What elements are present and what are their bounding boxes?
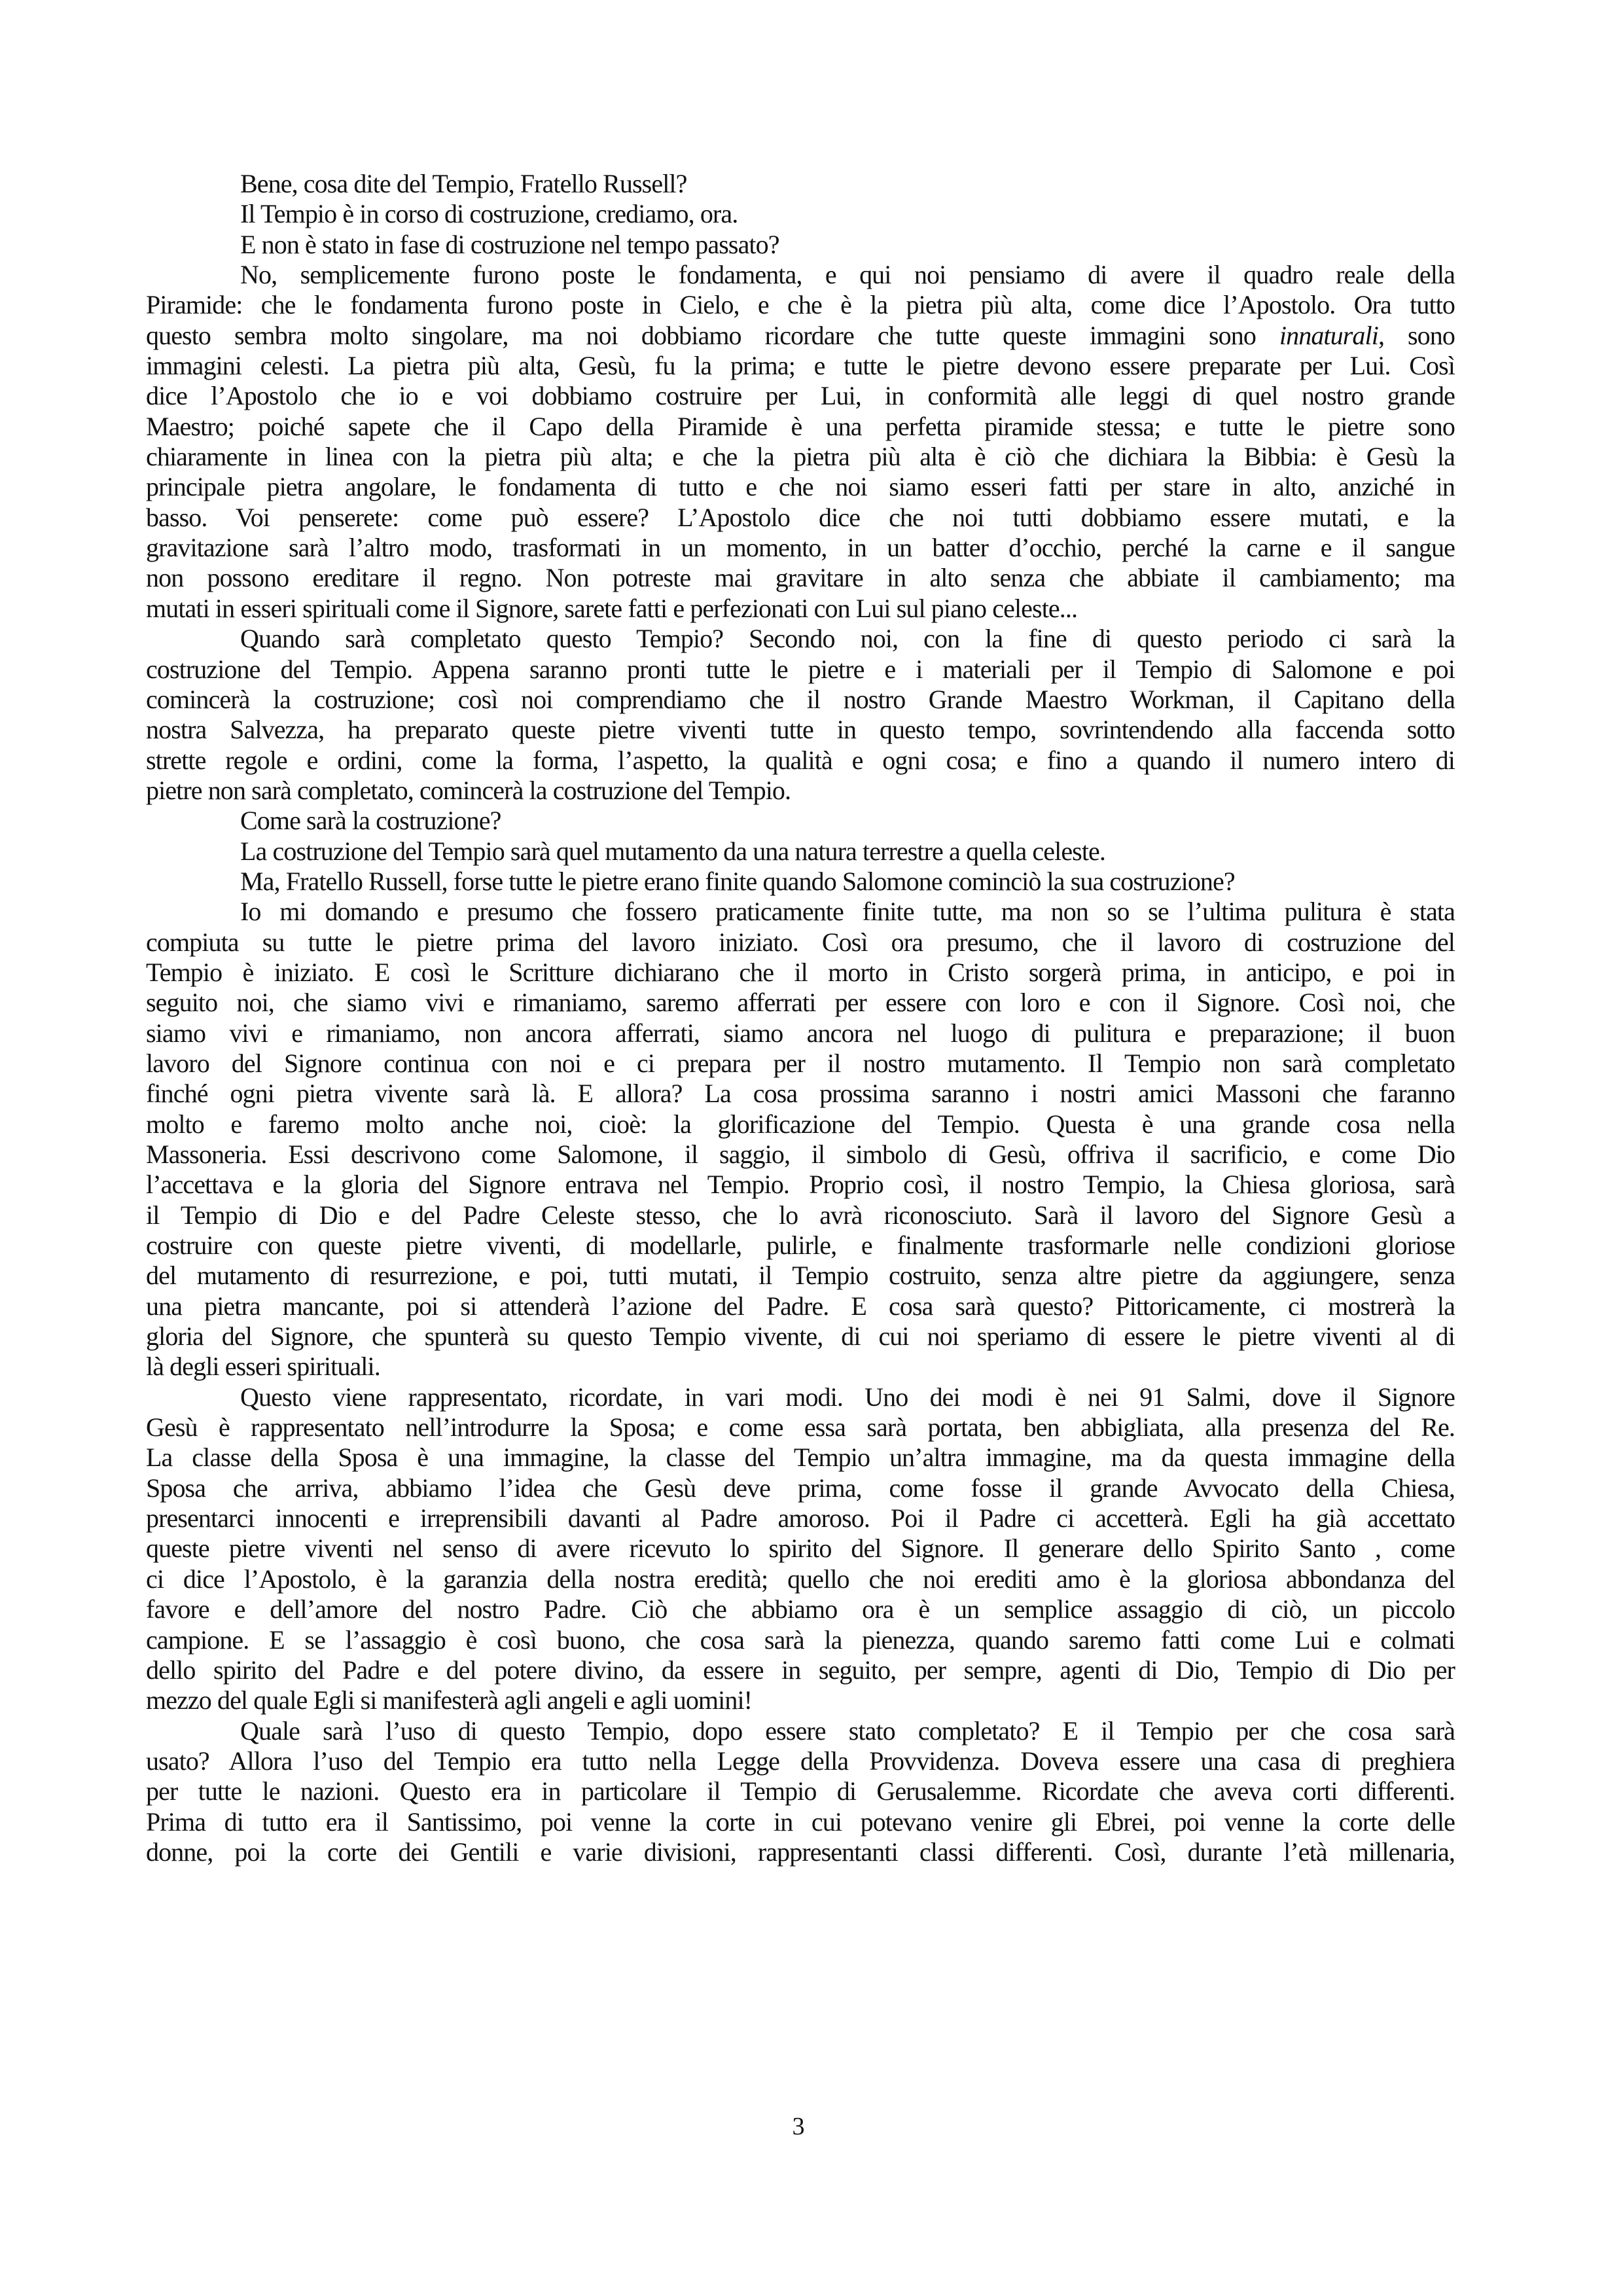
body-text	[146, 169, 1455, 1867]
text-line	[146, 594, 1455, 624]
text-line	[146, 351, 1455, 381]
text-line	[146, 1716, 1455, 1746]
text-run: questo sembra molto singolare, ma noi dobbiamo ricordare che tutte queste immagini sono	[146, 320, 1279, 350]
text-run: mezzo del quale Egli si manifesterà agli angeli e agli uomini!	[146, 1685, 753, 1715]
text-run: campione. E se l’assaggio è così buono, che cosa sarà la pienezza, quando saremo fatti come Lui e colmati	[146, 1624, 1455, 1655]
text-line	[146, 1837, 1455, 1867]
text-line	[146, 1109, 1455, 1139]
text-line	[146, 776, 1455, 806]
text-run: nostra Salvezza, ha preparato queste pietre viventi tutte in questo tempo, sovrintendendo alla faccenda sotto	[146, 715, 1455, 745]
text-run: pietre non sarà completato, comincerà la costruzione del Tempio.	[146, 775, 791, 805]
text-run: una pietra mancante, poi si attenderà l’azione del Padre. E cosa sarà questo? Pittoricamente, ci mostrerà la	[146, 1291, 1455, 1321]
paragraph	[146, 260, 1455, 624]
text-line	[146, 199, 1455, 229]
page-number: 3	[792, 2113, 805, 2140]
text-line	[146, 1200, 1455, 1230]
text-run: Quale sarà l’uso di questo Tempio, dopo essere stato completato? E il Tempio per che cosa sarà	[240, 1715, 1455, 1746]
text-run: Sposa che arriva, abbiamo l’idea che Gesù deve prima, come fosse il grande Avvocato della Chiesa,	[146, 1473, 1455, 1503]
text-line	[146, 290, 1455, 320]
text-run: queste pietre viventi nel senso di avere ricevuto lo spirito del Signore. Il generare dello Spirito Santo , come	[146, 1534, 1455, 1564]
text-run: mutati in esseri spirituali come il Signore, sarete fatti e perfezionati con Lui sul piano celeste...	[146, 593, 1078, 623]
text-line	[146, 260, 1455, 290]
text-line	[146, 1685, 1455, 1715]
paragraph	[146, 897, 1455, 1382]
text-run: compiuta su tutte le pietre prima del lavoro iniziato. Così ora presumo, che il lavoro di costruzione del	[146, 927, 1455, 957]
text-run: molto e faremo molto anche noi, cioè: la glorificazione del Tempio. Questa è una grande cosa nella	[146, 1109, 1455, 1139]
text-run: non possono ereditare il regno. Non potreste mai gravitare in alto senza che abbiate il cambiamento; ma	[146, 563, 1455, 593]
text-line	[146, 927, 1455, 958]
text-run: immagini celesti. La pietra più alta, Gesù, fu la prima; e tutte le pietre devono essere preparate per Lui. Così	[146, 351, 1455, 381]
text-run: principale pietra angolare, le fondamenta di tutto e che noi siamo esseri fatti per stare in alto, anziché in	[146, 472, 1455, 502]
text-line	[146, 1079, 1455, 1109]
text-run: là degli esseri spirituali.	[146, 1352, 380, 1382]
text-line	[146, 1321, 1455, 1352]
text-run: No, semplicemente furono poste le fondamenta, e qui noi pensiamo di avere il quadro reale della	[240, 260, 1455, 290]
text-run: gravitazione sarà l’altro modo, trasformati in un momento, in un batter d’occhio, perché la carne e il sangue	[146, 533, 1455, 563]
text-line	[146, 988, 1455, 1018]
text-line	[146, 1503, 1455, 1534]
text-line	[146, 412, 1455, 442]
text-line	[146, 715, 1455, 745]
text-run: Io mi domando e presumo che fossero praticamente finite tutte, ma non so se l’ultima pulitura è stata	[240, 897, 1455, 927]
text-run: donne, poi la corte dei Gentili e varie divisioni, rappresentanti classi differenti. Così, durante l’età millenaria,	[146, 1837, 1455, 1867]
text-run: per tutte le nazioni. Questo era in particolare il Tempio di Gerusalemme. Ricordate che aveva corti differenti.	[146, 1776, 1455, 1806]
text-line	[146, 1230, 1455, 1261]
text-line	[146, 958, 1455, 988]
paragraph	[146, 230, 1455, 260]
text-run: chiaramente in linea con la pietra più alta; e che la pietra più alta è ciò che dichiara la Bibbia: è Gesù la	[146, 442, 1455, 472]
text-run: il Tempio di Dio e del Padre Celeste stesso, che lo avrà riconosciuto. Sarà il lavoro del Signore Gesù a	[146, 1200, 1455, 1230]
text-line	[146, 1261, 1455, 1291]
text-run: Maestro; poiché sapete che il Capo della Piramide è una perfetta piramide stessa; e tutte le pietre sono	[146, 411, 1455, 441]
text-line	[146, 867, 1455, 897]
text-run: dice l’Apostolo che io e voi dobbiamo costruire per Lui, in conformità alle leggi di quel nostro grande	[146, 381, 1455, 411]
text-line	[146, 1534, 1455, 1564]
text-line	[146, 1594, 1455, 1624]
text-run: siamo vivi e rimaniamo, non ancora afferrati, siamo ancora nel luogo di pulitura e preparazione; il buon	[146, 1018, 1455, 1048]
text-line	[146, 1564, 1455, 1594]
text-line	[146, 624, 1455, 654]
paragraph	[146, 1716, 1455, 1868]
text-run: lavoro del Signore continua con noi e ci prepara per il nostro mutamento. Il Tempio non sarà completato	[146, 1048, 1455, 1078]
text-line	[146, 1382, 1455, 1412]
text-line	[146, 897, 1455, 927]
text-run: Gesù è rappresentato nell’introdurre la Sposa; e come essa sarà portata, ben abbigliata, alla presenza del Re.	[146, 1412, 1455, 1443]
text-line	[146, 806, 1455, 836]
text-line	[146, 1625, 1455, 1655]
text-run: Piramide: che le fondamenta furono poste in Cielo, e che è la pietra più alta, come dice l’Apostolo. Ora tutto	[146, 290, 1455, 320]
text-run: strette regole e ordini, come la forma, l’aspetto, la qualità e ogni cosa; e fino a quando il numero intero di	[146, 745, 1455, 775]
text-line	[146, 442, 1455, 472]
paragraph	[146, 624, 1455, 806]
text-line	[146, 533, 1455, 563]
text-line	[146, 1170, 1455, 1200]
text-line	[146, 472, 1455, 502]
text-run: Ma, Fratello Russell, forse tutte le pietre erano finite quando Salomone cominciò la sua costruzione?	[240, 866, 1235, 896]
text-line	[146, 563, 1455, 593]
italic-emphasis: innaturali	[1279, 320, 1378, 350]
text-run: costruire con queste pietre viventi, di modellarle, pulirle, e finalmente trasformarle nelle condizioni gloriose	[146, 1230, 1455, 1261]
text-run: costruzione del Tempio. Appena saranno pronti tutte le pietre e i materiali per il Tempio di Salomone e poi	[146, 654, 1455, 684]
paragraph	[146, 806, 1455, 836]
text-line	[146, 1049, 1455, 1079]
paragraph	[146, 1382, 1455, 1716]
text-run: usato? Allora l’uso del Tempio era tutto nella Legge della Provvidenza. Doveva essere una casa di preghiera	[146, 1746, 1455, 1776]
text-line	[146, 745, 1455, 776]
text-line	[146, 1291, 1455, 1321]
text-run: Quando sarà completato questo Tempio? Secondo noi, con la fine di questo periodo ci sarà la	[240, 624, 1455, 654]
text-run: dello spirito del Padre e del potere divino, da essere in seguito, per sempre, agenti di Dio, Tempio di Dio per	[146, 1655, 1455, 1685]
text-run: del mutamento di resurrezione, e poi, tutti mutati, il Tempio costruito, senza altre pietre da aggiungere, senza	[146, 1261, 1455, 1291]
text-line	[146, 655, 1455, 685]
text-line	[146, 1655, 1455, 1685]
text-run: Il Tempio è in corso di costruzione, crediamo, ora.	[240, 199, 738, 229]
text-run: finché ogni pietra vivente sarà là. E allora? La cosa prossima saranno i nostri amici Massoni che faranno	[146, 1079, 1455, 1109]
text-run: ci dice l’Apostolo, è la garanzia della nostra eredità; quello che noi erediti amo è la gloriosa abbondanza del	[146, 1564, 1455, 1594]
text-line	[146, 1443, 1455, 1473]
text-line	[146, 1412, 1455, 1443]
text-line	[146, 836, 1455, 867]
text-line	[146, 1807, 1455, 1837]
text-line	[146, 1018, 1455, 1049]
paragraph	[146, 836, 1455, 867]
text-run: , sono	[1378, 320, 1455, 350]
text-run: basso. Voi penserete: come può essere? L’Apostolo dice che noi tutti dobbiamo essere mutati, e la	[146, 502, 1455, 532]
text-line	[146, 321, 1455, 351]
text-run: Come sarà la costruzione?	[240, 806, 501, 836]
paragraph	[146, 199, 1455, 229]
text-run: Bene, cosa dite del Tempio, Fratello Russell?	[240, 169, 687, 198]
text-run: Prima di tutto era il Santissimo, poi venne la corte in cui potevano venire gli Ebrei, poi venne la corte delle	[146, 1806, 1455, 1837]
text-run: gloria del Signore, che spunterà su questo Tempio vivente, di cui noi speriamo di essere le pietre viventi al di	[146, 1321, 1455, 1352]
text-line	[146, 1746, 1455, 1776]
text-line	[146, 1776, 1455, 1806]
text-line	[146, 685, 1455, 715]
text-run: presentarci innocenti e irreprensibili davanti al Padre amoroso. Poi il Padre ci accetterà. Egli ha già accettato	[146, 1503, 1455, 1534]
text-run: comincerà la costruzione; così noi comprendiamo che il nostro Grande Maestro Workman, il Capitano della	[146, 684, 1455, 714]
text-line	[146, 1352, 1455, 1382]
paragraph	[146, 867, 1455, 897]
text-run: l’accettava e la gloria del Signore entrava nel Tempio. Proprio così, il nostro Tempio, la Chiesa gloriosa, sarà	[146, 1170, 1455, 1200]
text-run: Tempio è iniziato. E così le Scritture dichiarano che il morto in Cristo sorgerà prima, in anticipo, e poi in	[146, 957, 1455, 987]
text-line	[146, 503, 1455, 533]
text-line	[146, 169, 1455, 199]
text-run: E non è stato in fase di costruzione nel tempo passato?	[240, 229, 779, 259]
text-run: La classe della Sposa è una immagine, la classe del Tempio un’altra immagine, ma da questa immagine della	[146, 1443, 1455, 1473]
text-run: Questo viene rappresentato, ricordate, in vari modi. Uno dei modi è nei 91 Salmi, dove il Signore	[240, 1382, 1455, 1412]
text-run: favore e dell’amore del nostro Padre. Ciò che abbiamo ora è un semplice assaggio di ciò, un piccolo	[146, 1594, 1455, 1624]
text-line	[146, 1473, 1455, 1503]
paragraph	[146, 169, 1455, 199]
text-run: La costruzione del Tempio sarà quel mutamento da una natura terrestre a quella celeste.	[240, 836, 1106, 866]
text-run: seguito noi, che siamo vivi e rimaniamo, saremo afferrati per essere con loro e con il Signore. Così noi, che	[146, 988, 1455, 1018]
text-line	[146, 381, 1455, 411]
text-line	[146, 230, 1455, 260]
text-line	[146, 1139, 1455, 1170]
text-run: Massoneria. Essi descrivono come Salomone, il saggio, il simbolo di Gesù, offriva il sacrificio, e come Dio	[146, 1139, 1455, 1169]
